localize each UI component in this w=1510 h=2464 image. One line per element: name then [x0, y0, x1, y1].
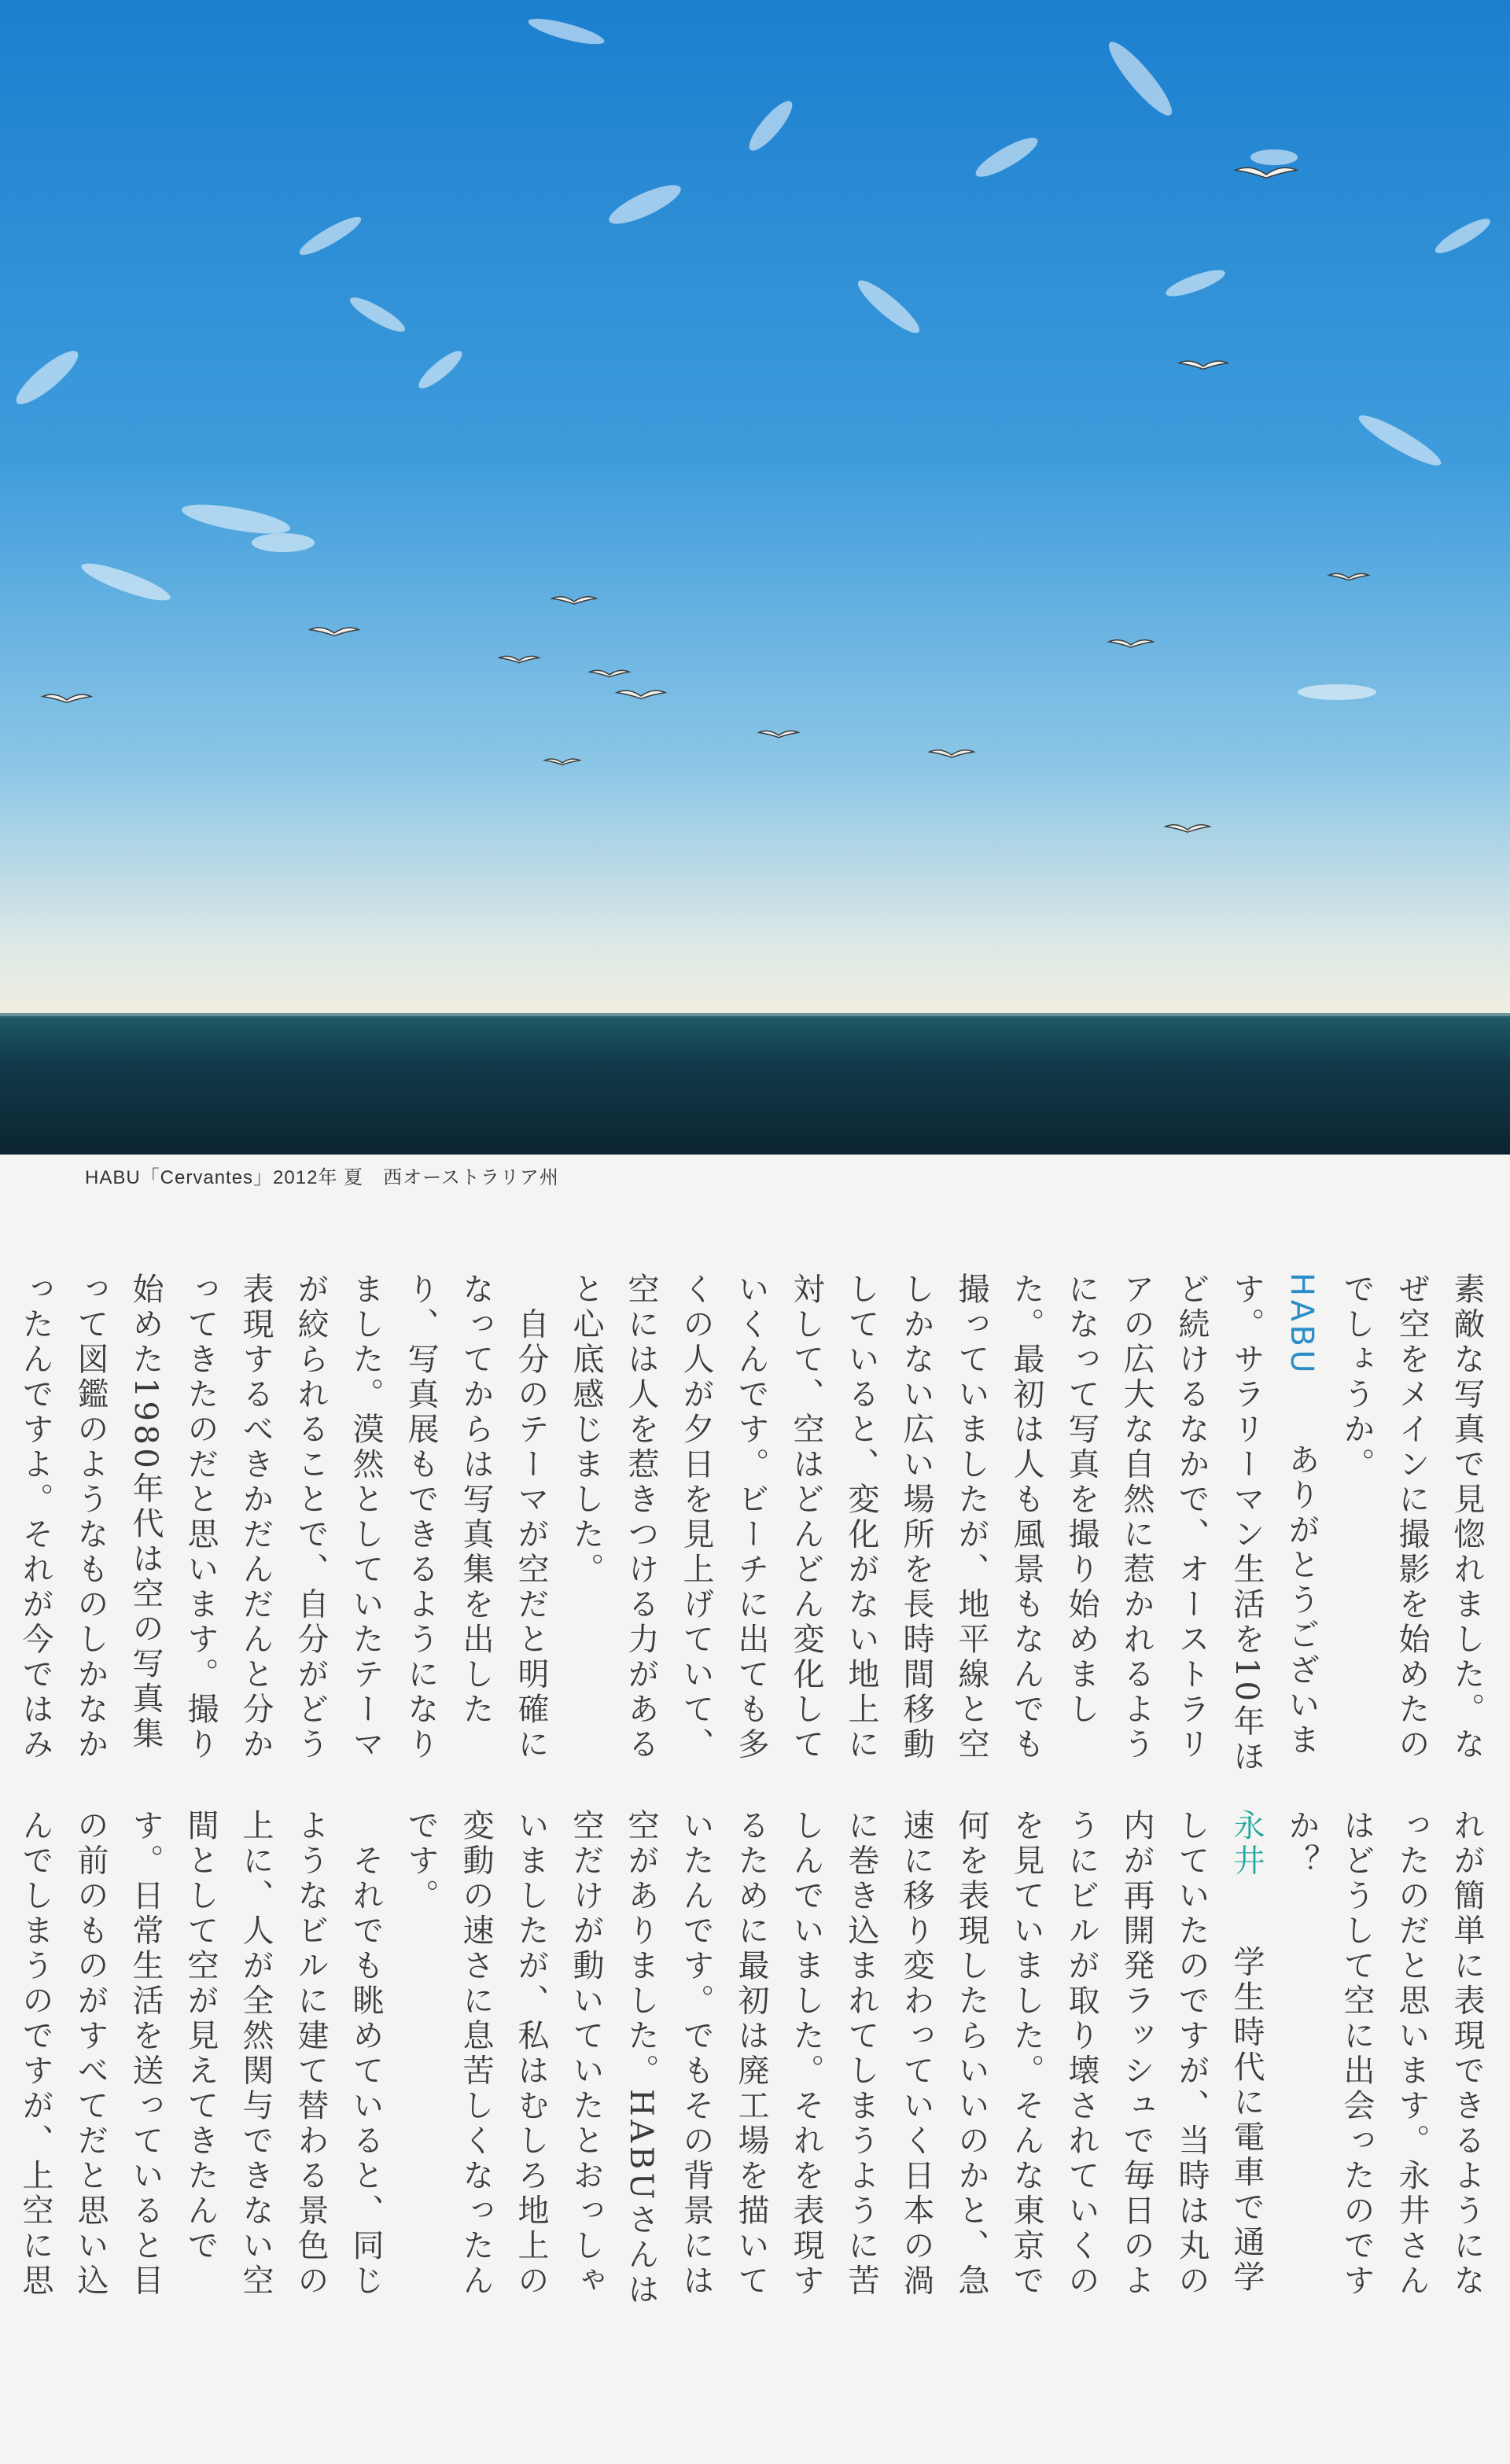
- article-lower: [17, 1809, 1494, 2312]
- article-paragraph: それでも眺めていると、同じようなビルに建て替わる景色の上に、人が全然関与できない空間として空が見えてきたんです。日常生活を送っていると目の前のものがすべてだと思い込んでしまうのですが、上空に思: [17, 1809, 384, 2299]
- sea: [0, 1016, 1510, 1155]
- speaker-label: HABU: [1284, 1273, 1320, 1377]
- photo-caption: HABU「Cervantes」2012年 夏 西オーストラリア州: [85, 1167, 559, 1188]
- sky-photo: [0, 0, 1510, 1155]
- article-paragraph: れが簡単に表現できるようになったのだと思います。永井さんはどうして空に出会ったのですか？: [1284, 1809, 1485, 2299]
- speaker-label: 永井: [1228, 1809, 1265, 1879]
- sky-photo-graphic: [0, 0, 1510, 1155]
- article-paragraph: HABU ありがとうございます。サラリーマン生活を10年ほど続けるなかで、オーストラリアの広大な自然に惹かれるようになって写真を撮り始めました。最初は人も風景もなんでも撮っていましたが、地平線と空しかない広い場所を長時間移動していると、変化がない地上に対して、空はどんどん変化していくんです。ビーチに出ても多くの人が夕日を見上げていて、空には人を惹きつける力があると心底感じました。: [558, 1273, 1329, 1776]
- article-paragraph: 永井 学生時代に電車で通学していたのですが、当時は丸の内が再開発ラッシュで毎日のようにビルが取り壊されていくのを見ていました。そんな東京で何を表現したらいいのかと、急速に移り変わっていく日本の渦に巻き込まれてしまうように苦しんでいました。それを表現するために最初は廃工場を描いていたんです。でもその背景には空がありました。HABUさんは空だけが動いていたとおっしゃいましたが、私はむしろ地上の変動の速さに息苦しくなったんです。: [393, 1809, 1274, 2312]
- article-paragraph: 素敵な写真で見惚れました。なぜ空をメインに撮影を始めたのでしょうか。: [1339, 1273, 1485, 1762]
- article-upper: [17, 1273, 1494, 1776]
- article-paragraph: 自分のテーマが空だと明確になってからは写真集を出したり、写真展もできるようになりました。漠然としていたテーマが絞られることで、自分がどう表現するべきかだんだんと分かってきたのだと思います。撮り始めた1980年代は空の写真集って図鑑のようなものしかなかったんですよ。それが今ではみ: [17, 1273, 549, 1762]
- horizon-line: [0, 1013, 1510, 1018]
